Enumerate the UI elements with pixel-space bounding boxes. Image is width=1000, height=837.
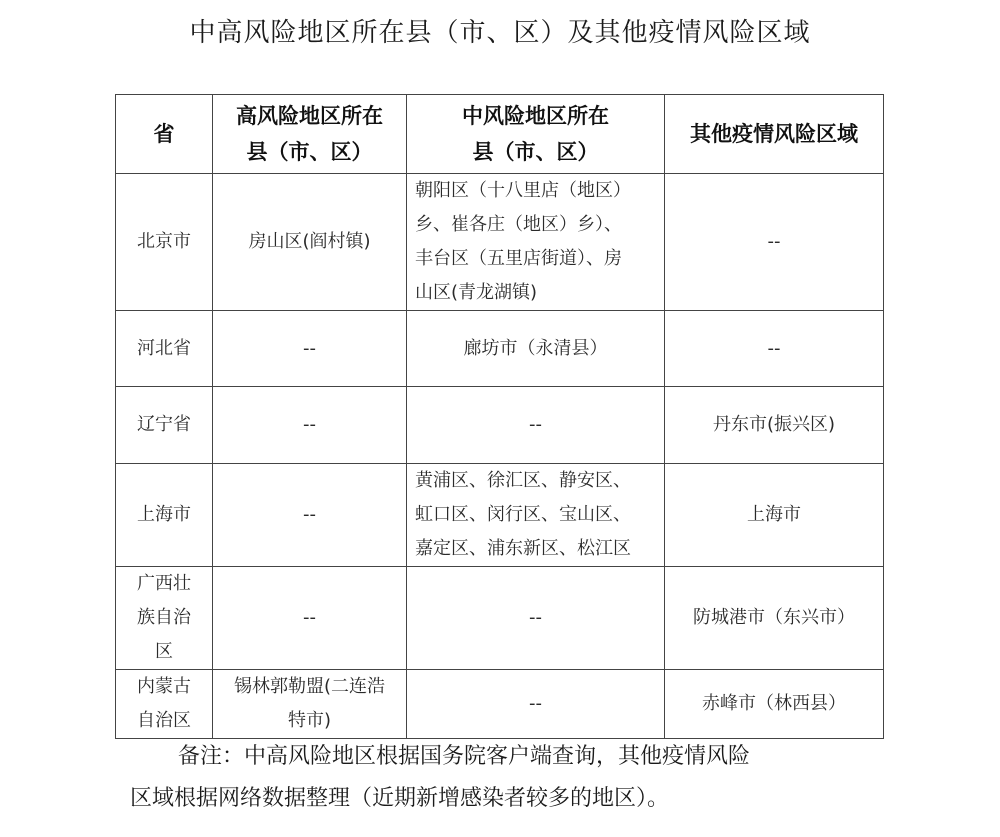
cell-medium-risk xyxy=(407,670,665,739)
cell-line: 上海市 xyxy=(747,504,801,525)
cell-line: 朝阳区（十八里店（地区） xyxy=(415,180,631,201)
header-medium-risk xyxy=(407,95,665,174)
cell-medium-risk xyxy=(407,464,665,567)
table-row xyxy=(116,464,884,567)
cell-line: -- xyxy=(767,231,781,252)
cell-line: 丰台区（五里店街道）、房 xyxy=(415,248,622,269)
table-row xyxy=(116,174,884,311)
cell-line: 房山区(阎村镇) xyxy=(248,231,371,252)
cell-medium-risk xyxy=(407,311,665,387)
cell-high-risk xyxy=(213,464,407,567)
cell-other-risk xyxy=(665,311,884,387)
cell-province xyxy=(116,464,213,567)
header-province xyxy=(116,95,213,174)
cell-high-risk xyxy=(213,670,407,739)
cell-other-risk xyxy=(665,567,884,670)
cell-line: 辽宁省 xyxy=(137,414,191,435)
table-header-row xyxy=(116,95,884,174)
header-medium-risk-line: 县（市、区） xyxy=(472,140,599,164)
table-row xyxy=(116,311,884,387)
cell-line: -- xyxy=(529,414,542,435)
cell-line: -- xyxy=(303,607,316,628)
cell-line: 廊坊市（永清县） xyxy=(463,337,608,359)
header-high-risk-line: 县（市、区） xyxy=(246,140,373,164)
table-row xyxy=(116,670,884,739)
cell-other-risk xyxy=(665,670,884,739)
cell-line: 赤峰市（林西县） xyxy=(702,693,846,714)
cell-high-risk xyxy=(213,567,407,670)
footnote xyxy=(130,736,890,820)
risk-area-table xyxy=(115,94,884,739)
header-high-risk-line: 高风险地区所在 xyxy=(236,104,383,128)
cell-line: 山区(青龙湖镇) xyxy=(415,282,538,303)
header-high-risk xyxy=(213,95,407,174)
cell-line: -- xyxy=(767,337,781,359)
cell-high-risk xyxy=(213,387,407,464)
cell-line: 乡、崔各庄（地区）乡）、 xyxy=(415,214,622,235)
cell-province xyxy=(116,387,213,464)
cell-high-risk xyxy=(213,174,407,311)
cell-other-risk xyxy=(665,464,884,567)
cell-line: 特市) xyxy=(287,710,332,731)
cell-line: 自治区 xyxy=(137,710,191,731)
cell-line: 内蒙古 xyxy=(137,676,191,697)
cell-province xyxy=(116,670,213,739)
table-row xyxy=(116,387,884,464)
cell-line: 黄浦区、徐汇区、静安区、 xyxy=(415,470,631,491)
footnote-line: 备注：中高风险地区根据国务院客户端查询，其他疫情风险 xyxy=(178,744,751,769)
header-other-risk-line: 其他疫情风险区域 xyxy=(690,122,858,146)
cell-line: 广西壮 xyxy=(137,573,191,594)
cell-medium-risk xyxy=(407,567,665,670)
cell-line: -- xyxy=(303,504,316,525)
cell-other-risk xyxy=(665,387,884,464)
cell-line: 防城港市（东兴市） xyxy=(693,607,855,628)
cell-province xyxy=(116,567,213,670)
cell-province xyxy=(116,311,213,387)
cell-line: 区 xyxy=(155,641,173,662)
cell-line: 上海市 xyxy=(137,504,191,525)
header-medium-risk-line: 中风险地区所在 xyxy=(462,104,609,128)
header-other-risk xyxy=(665,95,884,174)
cell-line: 河北省 xyxy=(137,337,191,359)
cell-line: -- xyxy=(529,693,542,714)
cell-province xyxy=(116,174,213,311)
table-row xyxy=(116,567,884,670)
document-title: 中高风险地区所在县（市、区）及其他疫情风险区域 xyxy=(189,18,811,48)
cell-line: -- xyxy=(303,414,316,435)
cell-other-risk xyxy=(665,174,884,311)
cell-high-risk xyxy=(213,311,407,387)
footnote-line: 区域根据网络数据整理（近期新增感染者较多的地区）。 xyxy=(130,786,670,811)
cell-line: 虹口区、闵行区、宝山区、 xyxy=(415,504,631,525)
cell-line: 族自治 xyxy=(137,607,191,628)
cell-line: -- xyxy=(303,337,316,359)
header-province-line: 省 xyxy=(153,122,175,146)
cell-line: 北京市 xyxy=(137,231,191,252)
cell-line: 嘉定区、浦东新区、松江区 xyxy=(415,538,631,559)
cell-medium-risk xyxy=(407,174,665,311)
cell-line: -- xyxy=(529,607,542,628)
cell-line: 丹东市(振兴区) xyxy=(712,414,836,435)
cell-medium-risk xyxy=(407,387,665,464)
cell-line: 锡林郭勒盟(二连浩 xyxy=(233,676,386,697)
